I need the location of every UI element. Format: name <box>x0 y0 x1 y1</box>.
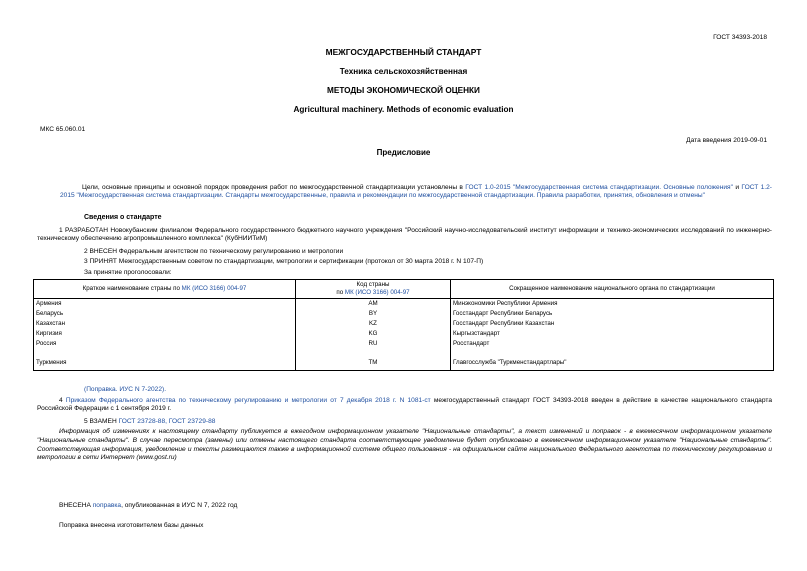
table-header-row <box>34 280 774 299</box>
item-adopted: 3 ПРИНЯТ Межгосударственным советом по стандартизации, метрологии и сертификации (протокол от 30 марта 2018 г. N 107-П) <box>84 258 484 265</box>
voting-countries-table <box>33 279 774 371</box>
standard-type: МЕЖГОСУДАРСТВЕННЫЙ СТАНДАРТ <box>325 47 482 57</box>
column-header-code: Код страны по МК (ИСО 3166) 004-97 <box>296 280 451 299</box>
item-introduced: 2 ВНЕСЕН Федеральным агентством по техническому регулированию и метрологии <box>84 248 344 255</box>
amendment-link[interactable]: поправка <box>92 502 122 509</box>
table-row: Туркмения TM Главгосслужба "Туркменстандартлары" <box>34 358 774 371</box>
amendment-added: ВНЕСЕНА поправка, опубликованная в ИУС N 7, 2022 год <box>59 502 238 509</box>
foreword-paragraph: Цели, основные принципы и основной порядок проведения работ по межгосударственной стандартизации установлены в ГОСТ 1.0-2015 "Межгосударственная система стандартизации. Основные положения" и ГОСТ 1.2-2015 "Межгосударственная система стандартизации. Стандарты межгосударственные, правила и рекомендации по межгосударственной стандартизации. Правила разработки, принятия, обновления и отмены" <box>60 184 772 200</box>
standard-title-english: Agricultural machinery. Methods of economic evaluation <box>293 105 514 114</box>
mk-iso-link[interactable]: МК (ИСО 3166) 004-97 <box>181 285 247 293</box>
standard-subtitle: Техника сельскохозяйственная <box>339 67 468 76</box>
gost-1-0-link[interactable]: ГОСТ 1.0-2015 "Межгосударственная система стандартизации. Основные положения" <box>465 184 733 191</box>
item-developed: 1 РАЗРАБОТАН Новокубанским филиалом Федерального государственного бюджетного научного учреждения "Российский научно-исследовательский институт информации и технико-экономических исследований по инженерно-техническому обеспечению агропромышленного комплекса" (КубНИИТиМ) <box>37 227 772 243</box>
table-row: Казахстан KZ Госстандарт Республики Казахстан <box>34 319 774 329</box>
item-enacted: 4 Приказом Федерального агентства по техническому регулированию и метрологии от 7 декабря 2018 г. N 1081-ст межгосударственный стандарт ГОСТ 34393-2018 введен в действие в качестве национального стандарта Российской Федерации с 1 сентября 2019 г. <box>37 397 772 413</box>
document-number: ГОСТ 34393-2018 <box>713 34 767 41</box>
column-header-body: Сокращенное наименование национального органа по стандартизации <box>451 280 774 299</box>
table-row: Беларусь BY Госстандарт Республики Беларусь <box>34 309 774 319</box>
intro-date: Дата введения 2019-09-01 <box>686 137 767 144</box>
mks-code: МКС 65.060.01 <box>40 126 86 133</box>
amendment-reference-link[interactable]: (Поправка. ИУС N 7-2022). <box>84 386 167 393</box>
foreword-heading: Предисловие <box>376 148 431 157</box>
info-heading: Сведения о стандарте <box>84 214 162 221</box>
changes-info-notice: Информация об изменениях к настоящему стандарту публикуется в ежегодном информационном указателе "Национальные стандарты", а текст изменений и поправок - в ежемесячном информационном указателе "Национальные стандарты". В случае пересмотра (замены) или отмены настоящего стандарта соответствующее уведомление будет опубликовано в ежемесячном информационном указателе "Национальные стандарты". Соответствующая информация, уведомление и тексты размещаются также в информационной системе общего пользования - на официальном сайте национального Федерального агентства по техническому регулированию и метрологии в сети Интернет (www.gost.ru) <box>37 428 772 462</box>
replaced-standards-link[interactable]: ГОСТ 23728-88, ГОСТ 23729-88 <box>118 418 216 425</box>
table-row: Россия RU Росстандарт <box>34 339 774 349</box>
voted-label: За принятие проголосовали: <box>84 269 172 276</box>
mk-iso-link[interactable]: МК (ИСО 3166) 004-97 <box>344 289 410 296</box>
item-replaces: 5 ВЗАМЕН ГОСТ 23728-88, ГОСТ 23729-88 <box>84 418 216 425</box>
column-header-country: Краткое наименование страны по МК (ИСО 3166) 004-97 <box>34 280 296 299</box>
amendment-by-database: Поправка внесена изготовителем базы данных <box>59 522 204 529</box>
table-row <box>34 349 774 358</box>
table-row: Армения AM Минэкономики Республики Армения <box>34 299 774 310</box>
table-row: Киргизия KG Кыргызстандарт <box>34 329 774 339</box>
standard-title: МЕТОДЫ ЭКОНОМИЧЕСКОЙ ОЦЕНКИ <box>327 86 480 95</box>
order-link[interactable]: Приказом Федерального агентства по техническому регулированию и метрологии от 7 декабря 2018 г. N 1081-ст <box>65 397 431 404</box>
gost-1-2-link[interactable]: ГОСТ 1.2-2015 "Межгосударственная система стандартизации. Стандарты межгосударственные, правила и рекомендации по межгосударственной стандартизации. Правила разработки, принятия, обновления и отмены" <box>60 184 772 200</box>
